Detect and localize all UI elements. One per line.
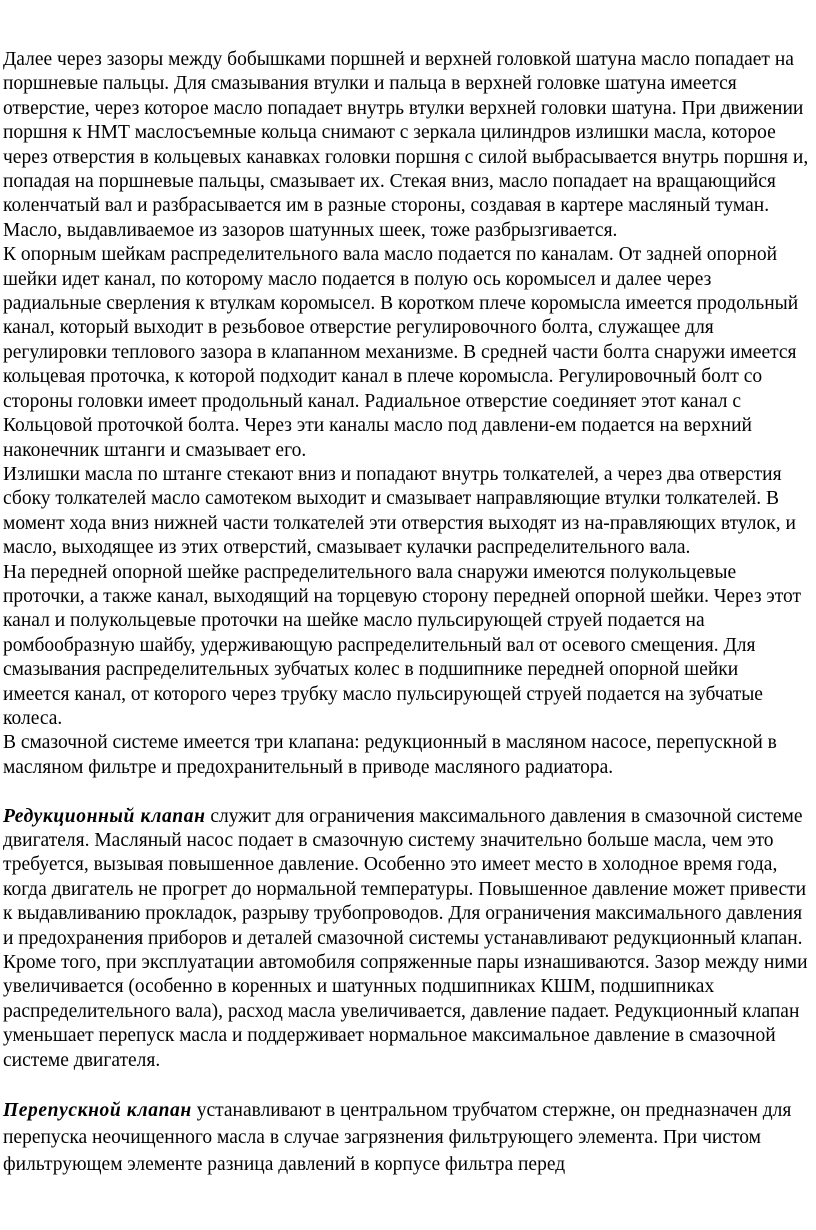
paragraph-tappets: Излишки масла по штанге стекают вниз и попадают внутрь толкателей, а через два отверстия сбоку толкателей масло самотеком выходит и смазывает направляющие втулки толкателей. В момент хода вниз нижней части толкателей эти отверстия выходят из на-правляющих втулок, и масло, выходящее из этих отверстий, смазывает кулачки распределительного вала. xyxy=(3,463,796,559)
paragraph-bypass-valve xyxy=(3,1097,809,1178)
paragraph-front-journal: На передней опорной шейке распределительного вала снаружи имеются полукольцевые проточки, а также канал, выходящий на торцевую сторону передней опорной шейки. Через этот канал и полукольцевые проточки на шейке масло пульсирующей струей подается на ромбообразную шайбу, удерживающую распределительный вал от осевого смещения. Для смазывания распределительных зубчатых колес в подшипнике передней опорной шейки имеется канал, от которого через трубку масло пульсирующей струей подается на зубчатые колеса. xyxy=(3,561,802,729)
bypass-valve-text: устанавливают в центральном трубчатом стержне, он предназначен для перепуска неочищенного масла в случае загрязнения фильтрующего элемента. При чистом фильтрующем элементе разница давлений в корпусе фильтра перед xyxy=(3,1100,792,1176)
reducing-valve-text: служит для ограничения максимального давления в смазочной системе двигателя. Масляный насос подает в смазочную систему значительно больше масла, чем это требуется, вызывая повышенное давление. Особенно это имеет место в холодное время года, когда двигатель не прогрет до нормальной температуры. Повышенное давление может привести к выдавливанию прокладок, разрыву трубопроводов. Для ограничения максимального давления и предохранения приборов и деталей смазочной системы устанавливают редукционный клапан. Кроме того, при эксплуатации автомобиля сопряженные пары изнашиваются. Зазор между ними увеличивается (особенно в коренных и шатунных подшипниках КШМ, подшипниках распределительного вала), расход масла увеличивается, давление падает. Редукционный клапан уменьшает перепуск масла и поддерживает нормальное максимальное давление в смазочной системе двигателя. xyxy=(3,805,808,1071)
term-reducing-valve: Редукционный клапан xyxy=(3,805,206,827)
term-bypass-valve: Перепускной клапан xyxy=(3,1100,192,1122)
paragraph-piston-pin-lubrication: Далее через зазоры между бобышками поршней и верхней головкой шатуна масло попадает на поршневые пальцы. Для смазывания втулки и пальца в верхней головке шатуна имеется отверстие, через которое масло попадает внутрь втулки верхней головки шатуна. При движении поршня к НМТ маслосъемные кольца снимают с зеркала цилиндров излишки масла, которое через отверстия в кольцевых канавках головки поршня с силой выбрасывается внутрь поршня и, попадая на поршневые пальцы, смазывает их. Стекая вниз, масло попадает на вращающийся коленчатый вал и разбрасывается им в разные стороны, создавая в картере масляный туман. Масло, выдавливаемое из зазоров шатунных шеек, тоже разбрызгивается. xyxy=(3,49,809,241)
paragraph-three-valves: В смазочной системе имеется три клапана: редукционный в масляном насосе, перепускной в масляном фильтре и предохранительный в приводе масляного радиатора. xyxy=(3,732,777,778)
paragraph-reducing-valve xyxy=(3,805,809,1073)
document-page xyxy=(0,48,809,1178)
paragraph-camshaft-journals: К опорным шейкам распределительного вала масло подается по каналам. От задней опорной шейки идет канал, по которому масло подается в полую ось коромысел и далее через радиальные сверления к втулкам коромысел. В коротком плече коромысла имеется продольный канал, который выходит в резьбовое отверстие регулировочного болта, служащее для регулировки теплового зазора в клапанном механизме. В средней части болта снаружи имеется кольцевая проточка, к которой подходит канал в плече коромысла. Регулировочный болт со стороны головки имеет продольный канал. Радиальное отверстие соединяет этот канал с Кольцовой проточкой болта. Через эти каналы масло под давлени-ем подается на верхний наконечник штанги и смазывает его. xyxy=(3,244,799,461)
